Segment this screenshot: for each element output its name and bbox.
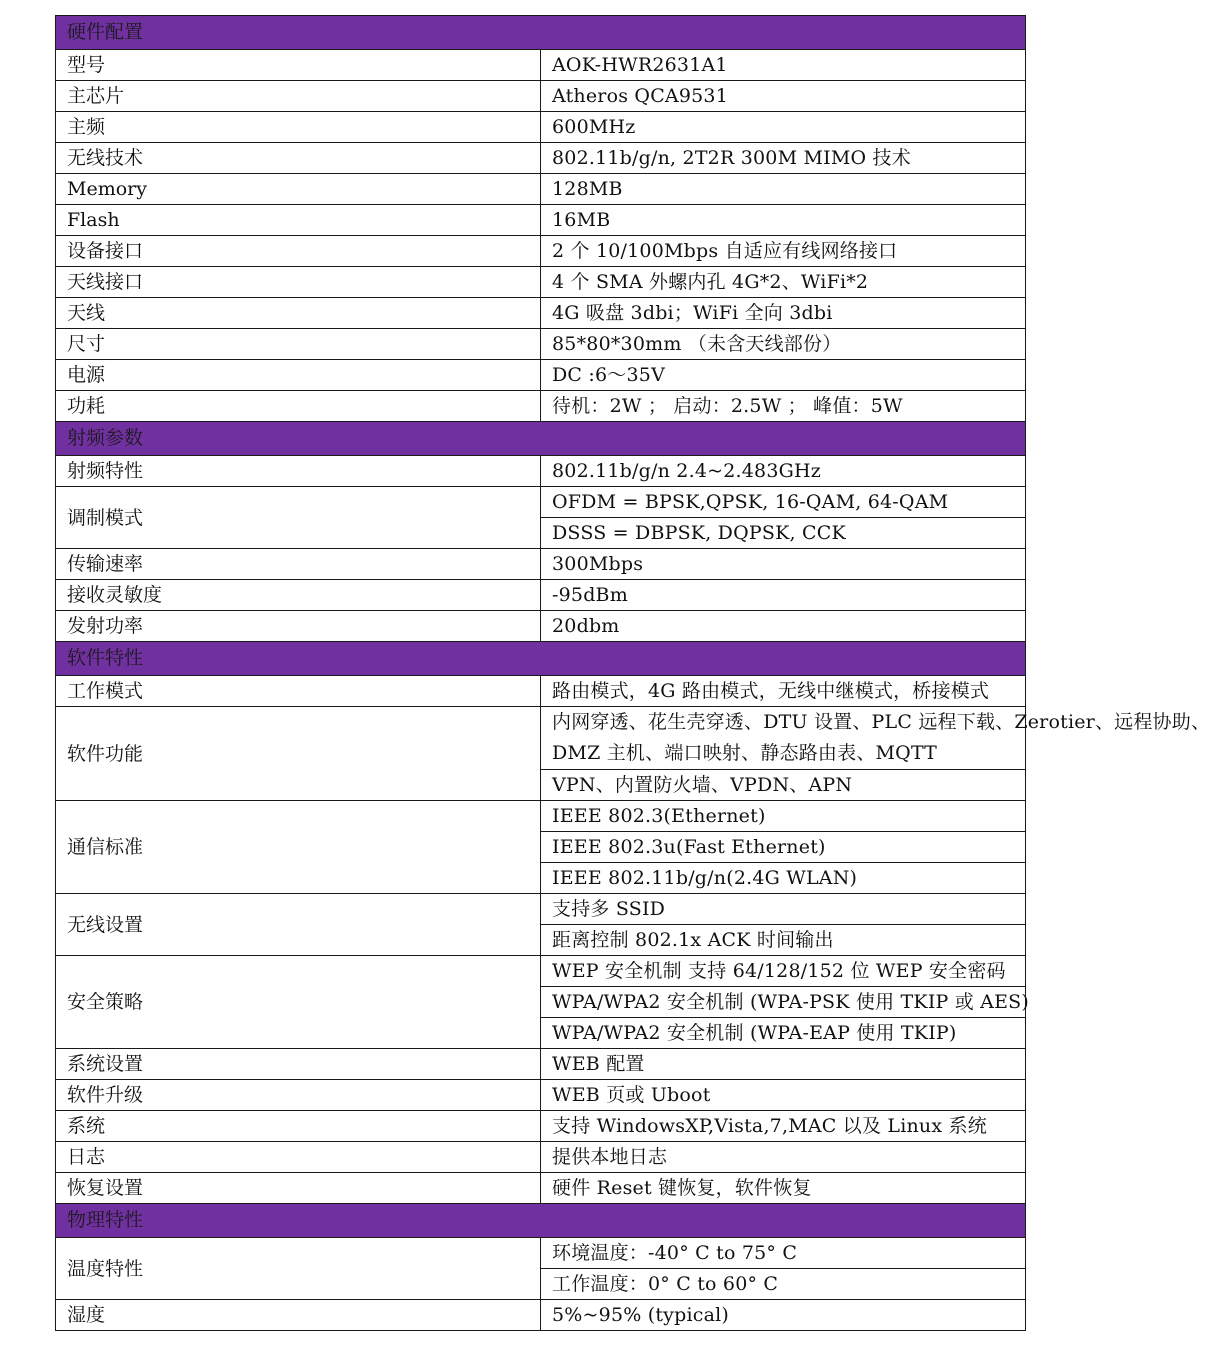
spec-label: 尺寸 — [56, 329, 541, 360]
spec-value: 20dbm — [552, 615, 620, 637]
spec-label: 系统设置 — [56, 1049, 541, 1080]
spec-label: 无线设置 — [56, 894, 541, 956]
spec-value: 路由模式，4G 路由模式，无线中继模式，桥接模式 — [552, 680, 990, 702]
table-row — [56, 1300, 1026, 1331]
spec-label: 软件升级 — [56, 1080, 541, 1111]
spec-label: Flash — [56, 205, 541, 236]
spec-value: 802.11b/g/n, 2T2R 300M MIMO 技术 — [552, 147, 911, 169]
spec-label: 传输速率 — [56, 549, 541, 580]
section-title: 软件特性 — [56, 642, 1026, 676]
spec-label: Memory — [56, 174, 541, 205]
spec-value-cell — [541, 174, 1026, 205]
spec-value-cell — [541, 925, 1026, 956]
table-row — [56, 956, 1026, 987]
spec-label: 软件功能 — [56, 707, 541, 801]
spec-value: 提供本地日志 — [552, 1146, 668, 1168]
spec-value-cell — [541, 1080, 1026, 1111]
spec-value-cell — [541, 611, 1026, 642]
spec-value-cell — [541, 236, 1026, 267]
table-row — [56, 676, 1026, 707]
spec-table-body — [56, 16, 1210, 1331]
spec-value-cell — [541, 770, 1026, 801]
spec-value: 待机：2W ； 启动：2.5W ； 峰值：5W — [552, 395, 903, 417]
table-row — [56, 894, 1026, 925]
table-row — [56, 1111, 1026, 1142]
spec-value-cell — [541, 205, 1026, 236]
spec-value: 802.11b/g/n 2.4~2.483GHz — [552, 460, 821, 482]
spec-label: 电源 — [56, 360, 541, 391]
spec-label: 天线接口 — [56, 267, 541, 298]
table-row — [56, 611, 1026, 642]
spec-label: 型号 — [56, 50, 541, 81]
spec-value: 硬件 Reset 键恢复，软件恢复 — [552, 1177, 812, 1199]
spec-label: 接收灵敏度 — [56, 580, 541, 611]
spec-value: WEP 安全机制 支持 64/128/152 位 WEP 安全密码 — [552, 960, 1006, 982]
spec-label: 主频 — [56, 112, 541, 143]
spec-value-cell — [541, 298, 1026, 329]
spec-value-cell — [541, 267, 1026, 298]
spec-label: 湿度 — [56, 1300, 541, 1331]
section-title: 射频参数 — [56, 422, 1026, 456]
section-title: 硬件配置 — [56, 16, 1026, 50]
spec-value-cell — [541, 1300, 1026, 1331]
spec-label: 安全策略 — [56, 956, 541, 1049]
table-row — [56, 267, 1026, 298]
spec-value: DSSS = DBPSK, DQPSK, CCK — [552, 522, 846, 544]
table-row — [56, 81, 1026, 112]
section-header-row — [56, 642, 1026, 676]
table-row — [56, 360, 1026, 391]
table-row — [56, 205, 1026, 236]
spec-value-cell — [541, 863, 1026, 894]
spec-label: 射频特性 — [56, 456, 541, 487]
spec-value: WEB 配置 — [552, 1053, 645, 1075]
spec-value-cell — [541, 956, 1026, 987]
spec-value-cell — [541, 391, 1026, 422]
spec-value: WEB 页或 Uboot — [552, 1084, 711, 1106]
spec-value: 4G 吸盘 3dbi；WiFi 全向 3dbi — [552, 302, 833, 324]
table-row — [56, 1173, 1026, 1204]
spec-value: 工作温度：0° C to 60° C — [552, 1273, 779, 1295]
table-row — [56, 391, 1026, 422]
table-row — [56, 707, 1026, 770]
table-row — [56, 456, 1026, 487]
section-header-row — [56, 16, 1026, 50]
table-row — [56, 329, 1026, 360]
spec-value-cell — [541, 1111, 1026, 1142]
spec-value: 支持多 SSID — [552, 898, 666, 920]
spec-value-cell — [541, 360, 1026, 391]
table-row — [56, 298, 1026, 329]
spec-value-cell — [541, 987, 1030, 1018]
table-row — [56, 50, 1026, 81]
spec-value: WPA/WPA2 安全机制 (WPA-PSK 使用 TKIP 或 AES) — [552, 991, 1030, 1013]
spec-value-cell — [541, 707, 1210, 770]
spec-value: -95dBm — [552, 584, 628, 606]
spec-value: DMZ 主机、端口映射、静态路由表、MQTT — [552, 742, 938, 764]
section-header-row — [56, 422, 1026, 456]
table-row — [56, 112, 1026, 143]
table-row — [56, 580, 1026, 611]
spec-value: 4 个 SMA 外螺内孔 4G*2、WiFi*2 — [552, 271, 869, 293]
spec-label: 设备接口 — [56, 236, 541, 267]
spec-value-cell — [541, 1018, 1026, 1049]
spec-value: 2 个 10/100Mbps 自适应有线网络接口 — [552, 240, 898, 262]
spec-value-cell — [541, 518, 1026, 549]
spec-value-cell — [541, 1269, 1026, 1300]
table-row — [56, 1080, 1026, 1111]
section-header-row — [56, 1204, 1026, 1238]
spec-label: 恢复设置 — [56, 1173, 541, 1204]
spec-value: 300Mbps — [552, 553, 644, 575]
spec-value-cell — [541, 81, 1026, 112]
spec-label: 主芯片 — [56, 81, 541, 112]
spec-value-cell — [541, 112, 1026, 143]
spec-value: OFDM = BPSK,QPSK, 16-QAM, 64-QAM — [552, 491, 949, 513]
spec-label: 温度特性 — [56, 1238, 541, 1300]
spec-value: 环境温度：-40° C to 75° C — [552, 1242, 798, 1264]
spec-value-cell — [541, 580, 1026, 611]
spec-value-cell — [541, 143, 1026, 174]
table-row — [56, 1049, 1026, 1080]
spec-value-cell — [541, 801, 1026, 832]
spec-value: 128MB — [552, 178, 623, 200]
table-row — [56, 174, 1026, 205]
spec-label: 日志 — [56, 1142, 541, 1173]
spec-value: IEEE 802.3u(Fast Ethernet) — [552, 836, 826, 858]
table-row — [56, 143, 1026, 174]
table-row — [56, 549, 1026, 580]
spec-label: 发射功率 — [56, 611, 541, 642]
spec-label: 工作模式 — [56, 676, 541, 707]
spec-label: 功耗 — [56, 391, 541, 422]
spec-value: AOK-HWR2631A1 — [552, 54, 728, 76]
spec-label: 天线 — [56, 298, 541, 329]
table-row — [56, 801, 1026, 832]
spec-label: 无线技术 — [56, 143, 541, 174]
spec-label: 调制模式 — [56, 487, 541, 549]
spec-table — [55, 15, 1210, 1331]
spec-value-cell — [541, 1238, 1026, 1269]
section-title: 物理特性 — [56, 1204, 1026, 1238]
table-row — [56, 236, 1026, 267]
spec-value: 85*80*30mm （未含天线部份） — [552, 333, 842, 355]
spec-value-cell — [541, 549, 1026, 580]
spec-value: 支持 WindowsXP,Vista,7,MAC 以及 Linux 系统 — [552, 1115, 987, 1137]
spec-value-cell — [541, 329, 1026, 360]
spec-value: IEEE 802.3(Ethernet) — [552, 805, 766, 827]
spec-value-cell — [541, 1173, 1026, 1204]
spec-value-cell — [541, 487, 1026, 518]
spec-value-cell — [541, 1049, 1026, 1080]
spec-value-cell — [541, 50, 1026, 81]
table-row — [56, 1142, 1026, 1173]
spec-value: 内网穿透、花生壳穿透、DTU 设置、PLC 远程下载、Zerotier、远程协助、 — [552, 711, 1210, 733]
spec-value: 5%~95% (typical) — [552, 1304, 730, 1326]
spec-label: 通信标准 — [56, 801, 541, 894]
spec-value: VPN、内置防火墙、VPDN、APN — [552, 774, 853, 796]
spec-value: IEEE 802.11b/g/n(2.4G WLAN) — [552, 867, 858, 889]
spec-value: WPA/WPA2 安全机制 (WPA-EAP 使用 TKIP) — [552, 1022, 957, 1044]
spec-value: 600MHz — [552, 116, 636, 138]
spec-value: DC :6～35V — [552, 364, 665, 386]
spec-value-cell — [541, 676, 1026, 707]
spec-value-cell — [541, 456, 1026, 487]
spec-value-cell — [541, 1142, 1026, 1173]
spec-value: Atheros QCA9531 — [552, 85, 729, 107]
spec-value: 距离控制 802.1x ACK 时间输出 — [552, 929, 834, 951]
table-row — [56, 1238, 1026, 1269]
spec-label: 系统 — [56, 1111, 541, 1142]
spec-value: 16MB — [552, 209, 611, 231]
spec-value-cell — [541, 832, 1026, 863]
table-row — [56, 487, 1026, 518]
spec-value-cell — [541, 894, 1026, 925]
